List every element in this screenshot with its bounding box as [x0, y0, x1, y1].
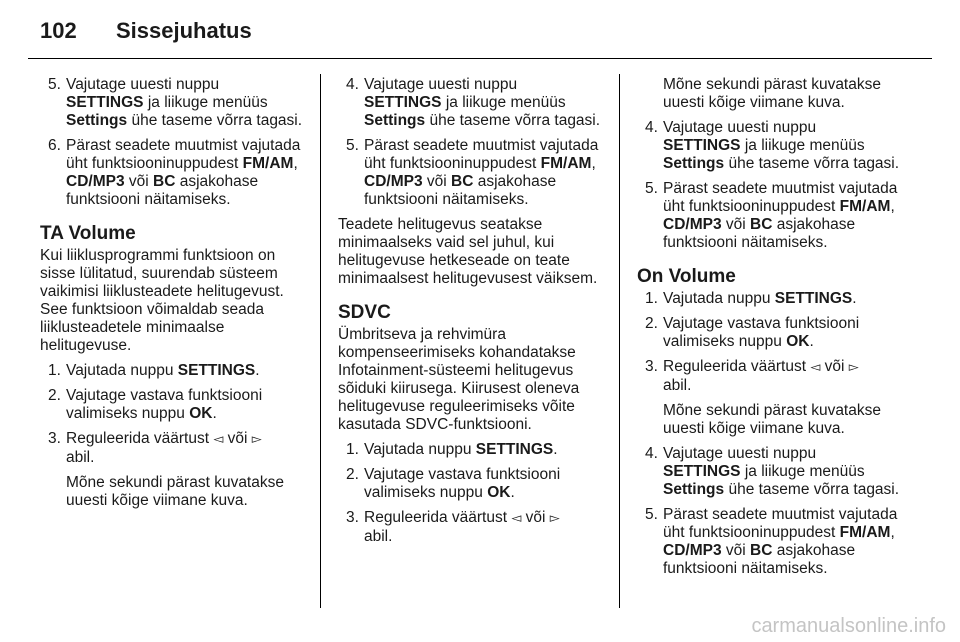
- list-item: 3. Reguleerida väärtust ◅ või ▻ abil.: [346, 509, 560, 545]
- note: Mõne sekundi pärast kuvatakse uuesti kõige viimane kuva.: [66, 474, 284, 509]
- list-item: 2. Vajutage vastava funktsiooni valimiseks nuppu OK.: [346, 466, 561, 501]
- list-item: 6. Pärast seadete muutmist vajutada üht funktsiooninuppudest FM/AM, CD/MP3 või BC asjakohase funktsiooni näitamiseks.: [48, 137, 301, 208]
- column-divider: [320, 74, 321, 608]
- page-title: Sissejuhatus: [116, 18, 252, 43]
- watermark: carmanualsonline.info: [751, 615, 946, 637]
- arrow-left-icon: ◅: [511, 511, 522, 526]
- list-item: 4. Vajutage uuesti nuppu SETTINGS ja liikuge menüüs Settings ühe taseme võrra tagasi.: [346, 76, 601, 129]
- list-item: 1. Vajutada nuppu SETTINGS.: [645, 290, 857, 307]
- section-heading: TA Volume: [40, 223, 136, 244]
- arrow-left-icon: ◅: [810, 360, 821, 375]
- page-header: [40, 18, 252, 44]
- column-3: [637, 76, 922, 585]
- paragraph: Teadete helitugevus seatakse minimaalseks vaid sel juhul, kui helitugevuse hetkeseade on teate minimaalsest helitugevusest väiksem.: [338, 216, 598, 287]
- list-item: 5. Pärast seadete muutmist vajutada üht funktsiooninuppudest FM/AM, CD/MP3 või BC asjakohase funktsiooni näitamiseks.: [645, 506, 898, 577]
- section-heading: On Volume: [637, 266, 736, 287]
- list-item: 3. Reguleerida väärtust ◅ või ▻ abil.: [645, 358, 859, 394]
- arrow-right-icon: ▻: [549, 511, 560, 526]
- page-number: 102: [40, 18, 77, 43]
- note: Mõne sekundi pärast kuvatakse uuesti kõige viimane kuva.: [663, 402, 881, 437]
- list-item: 2. Vajutage vastava funktsiooni valimiseks nuppu OK.: [645, 315, 860, 350]
- arrow-right-icon: ▻: [251, 432, 262, 447]
- section-heading: SDVC: [338, 302, 391, 323]
- list-item: 5. Vajutage uuesti nuppu SETTINGS ja liikuge menüüs Settings ühe taseme võrra tagasi.: [48, 76, 303, 129]
- column-1: [40, 76, 310, 517]
- list-item: 1. Vajutada nuppu SETTINGS.: [48, 362, 260, 379]
- list-item: 3. Reguleerida väärtust ◅ või ▻ abil.: [48, 430, 262, 466]
- paragraph: Kui liiklusprogrammi funktsioon on sisse lülitatud, suurendab süsteem vaikimisi liiklusteadete helitugevust. See funktsioon võimaldab seada liiklusteadetele minimaalse helitugevuse.: [40, 247, 284, 354]
- list-item: 5. Pärast seadete muutmist vajutada üht funktsiooninuppudest FM/AM, CD/MP3 või BC asjakohase funktsiooni näitamiseks.: [346, 137, 599, 208]
- arrow-right-icon: ▻: [848, 360, 859, 375]
- header-rule: [28, 58, 932, 59]
- list-item: 5. Pärast seadete muutmist vajutada üht funktsiooninuppudest FM/AM, CD/MP3 või BC asjakohase funktsiooni näitamiseks.: [645, 180, 898, 251]
- column-divider: [619, 74, 620, 608]
- note: Mõne sekundi pärast kuvatakse uuesti kõige viimane kuva.: [663, 76, 881, 111]
- column-2: [338, 76, 610, 553]
- list-item: 1. Vajutada nuppu SETTINGS.: [346, 441, 558, 458]
- list-item: 4. Vajutage uuesti nuppu SETTINGS ja liikuge menüüs Settings ühe taseme võrra tagasi.: [645, 119, 900, 172]
- paragraph: Ümbritseva ja rehvimüra kompenseerimiseks kohandatakse Infotainment-süsteemi helitugevus sõiduki kiirusega. Kiirusest oleneva helitugevuse reguleerimiseks võite kasutada SDVC-funktsiooni.: [338, 326, 580, 433]
- list-item: 4. Vajutage uuesti nuppu SETTINGS ja liikuge menüüs Settings ühe taseme võrra tagasi.: [645, 445, 900, 498]
- arrow-left-icon: ◅: [213, 432, 224, 447]
- list-item: 2. Vajutage vastava funktsiooni valimiseks nuppu OK.: [48, 387, 263, 422]
